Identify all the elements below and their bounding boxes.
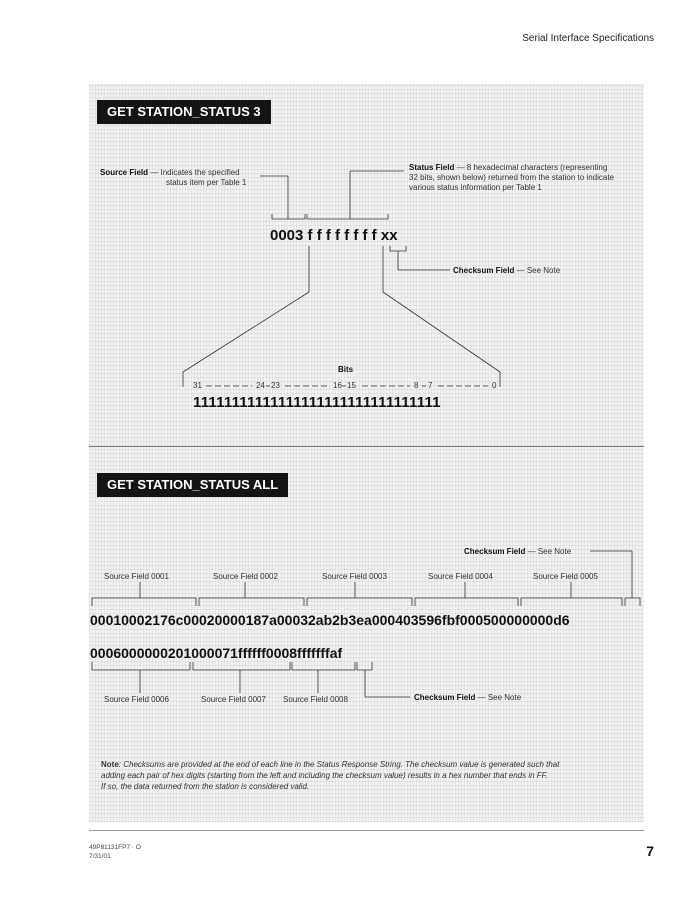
source-field-desc-1: — Indicates the specified [150, 168, 240, 177]
bracket-checksum-top [625, 598, 640, 606]
source-field-0006: Source Field 0006 [104, 695, 169, 704]
bracket-0004 [415, 598, 518, 606]
bracket-checksum-bottom [357, 662, 372, 670]
bit-num-7: 7 [428, 381, 433, 390]
bracket-0006 [92, 662, 190, 670]
section-title-status-all: GET STATION_STATUS ALL [97, 473, 288, 497]
bits-label: Bits [338, 365, 354, 374]
response-source: 0003 [270, 227, 304, 244]
note-label: Note [101, 760, 119, 769]
section-title-status-3: GET STATION_STATUS 3 [97, 100, 271, 124]
footer-doc-info [89, 843, 141, 861]
checksum-top-desc: — See Note [527, 547, 572, 556]
source-field-0002: Source Field 0002 [213, 572, 278, 581]
bit-string: 11111111111111111111111111111111 [193, 394, 441, 411]
source-field-0004: Source Field 0004 [428, 572, 493, 581]
bit-num-31: 31 [193, 381, 202, 390]
page-number: 7 [646, 843, 654, 859]
bracket-0002 [199, 598, 304, 606]
bracket-0008 [292, 662, 355, 670]
status-field-desc-3: various status information per Table 1 [409, 183, 542, 192]
expand-right-diagonal [383, 292, 500, 372]
bit-num-23: 23 [271, 381, 280, 390]
source-field-0007: Source Field 0007 [201, 695, 266, 704]
footer-rule [89, 830, 644, 831]
bracket-0005 [521, 598, 622, 606]
source-bracket [272, 214, 305, 219]
note-line-2: adding each pair of hex digits (starting from the left and including the checksum value) results in a hex number that ends in FF. [101, 771, 548, 780]
running-header: Serial Interface Specifications [522, 33, 654, 44]
status-all-line-2: 0006000000201000071ffffff0008fffffffaf [90, 645, 343, 661]
checksum-top-name: Checksum Field [464, 547, 526, 556]
status-field-desc-2: 32 bits, shown below) returned from the station to indicate [409, 173, 614, 182]
status-bracket [307, 214, 388, 219]
note-line-3: If so, the data returned from the station is considered valid. [101, 782, 310, 791]
checksum-field-desc: — See Note [516, 266, 561, 275]
bracket-0003 [307, 598, 412, 606]
bracket-0001 [92, 598, 196, 606]
bit-num-0: 0 [492, 381, 497, 390]
footer-date: 7/31/01 [89, 853, 111, 860]
bit-num-8: 8 [414, 381, 419, 390]
bit-num-15: 15 [347, 381, 356, 390]
bracket-0007 [193, 662, 290, 670]
bit-num-16: 16 [333, 381, 342, 390]
source-field-0001: Source Field 0001 [104, 572, 169, 581]
checksum-field-name: Checksum Field [453, 266, 515, 275]
source-field-name: Source Field [100, 168, 149, 177]
source-field-desc-2: status item per Table 1 [166, 178, 247, 187]
status-all-line-1: 00010002176c00020000187a00032ab2b3ea000403596fbf000500000000d6 [90, 612, 570, 628]
expand-left-diagonal [183, 292, 309, 372]
status-field-desc-1: — 8 hexadecimal characters (representing [456, 163, 608, 172]
checksum-bottom-name: Checksum Field [414, 693, 476, 702]
source-field-0008: Source Field 0008 [283, 695, 348, 704]
bit-num-24: 24 [256, 381, 265, 390]
checksum-bracket [390, 246, 406, 251]
source-field-0005: Source Field 0005 [533, 572, 598, 581]
checksum-bottom-desc: — See Note [477, 693, 522, 702]
response-status: f f f f f f f f [307, 227, 377, 244]
footer-doc-id: 49P81131FP7 · O [89, 844, 141, 851]
note-line-1: : Checksums are provided at the end of each line in the Status Response String. The checksum value is generated such that [118, 760, 560, 769]
source-field-0003: Source Field 0003 [322, 572, 387, 581]
status-field-name: Status Field [409, 163, 455, 172]
response-checksum: xx [380, 227, 398, 244]
